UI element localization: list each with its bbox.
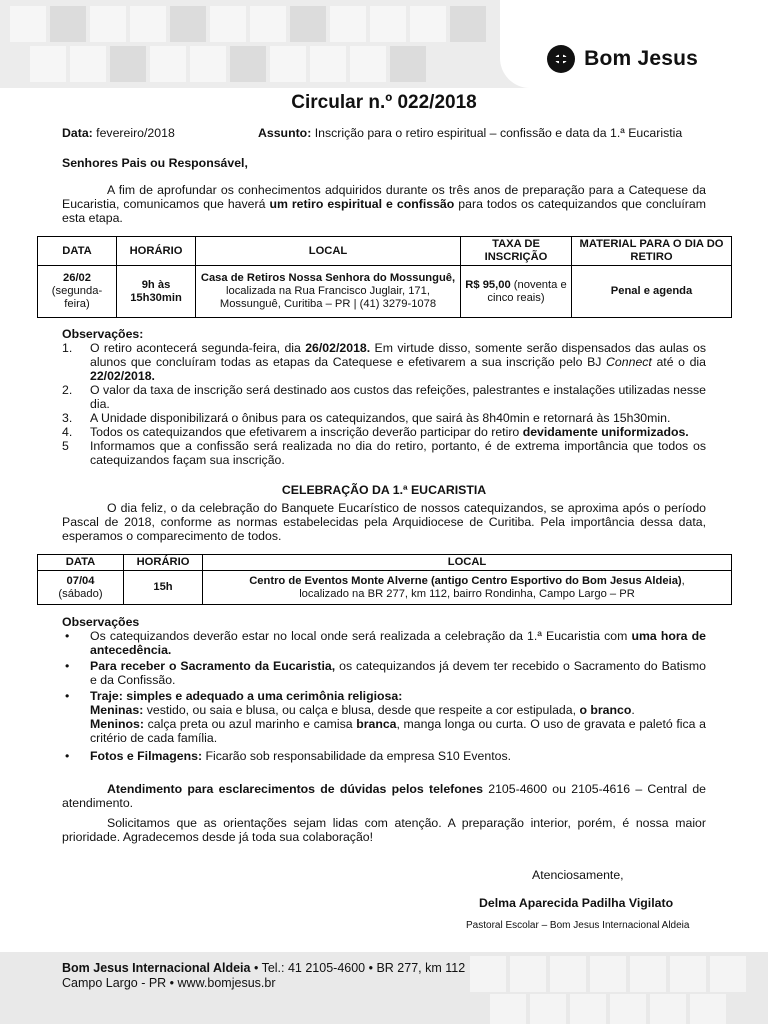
retreat-date: 26/02 (63, 272, 91, 284)
eucharist-observations-list (62, 629, 706, 763)
list-item (62, 629, 706, 657)
col-material: MATERIAL PARA O DIA DO RETIRO (572, 237, 732, 266)
page-title: Circular n.º 022/2018 (291, 92, 477, 113)
retreat-fee-cell (461, 266, 572, 318)
bullet-icon: • (65, 659, 70, 673)
list-bold: Traje: simples e adequado a uma cerimônia religiosa: (90, 689, 403, 703)
bullet-icon: • (65, 689, 70, 703)
date-line (62, 126, 175, 140)
contact-bold: Atendimento para esclarecimentos de dúvidas pelos telefones (107, 782, 483, 796)
list-item (62, 439, 706, 467)
list-bold: Meninos: (90, 717, 144, 731)
footer-contact: • Tel.: 41 2105-4600 • BR 277, km 112 (250, 961, 466, 975)
bullet-icon: • (65, 629, 70, 643)
observations-section (62, 327, 706, 467)
regards: Atenciosamente, (532, 868, 624, 882)
subject-line (258, 126, 682, 140)
subject-value: Inscrição para o retiro espiritual – confissão e data da 1.ª Eucaristia (314, 126, 683, 140)
observations-heading: Observações: (62, 327, 144, 341)
list-text: calça preta ou azul marinho e camisa (143, 717, 357, 731)
eucharist-heading: CELEBRAÇÃO DA 1.ª EUCARISTIA (281, 483, 487, 497)
list-number: 3. (62, 411, 73, 425)
contact-paragraph (62, 782, 706, 810)
closing-paragraph: Solicitamos que as orientações sejam lidas com atenção. A preparação interior, porém, é nossa maior prioridade. Agradecemos desde já toda sua colaboração! (62, 816, 706, 844)
retreat-material: Penal e agenda (572, 266, 732, 318)
intro-paragraph (62, 183, 706, 225)
list-bold: devidamente uniformizados. (522, 425, 689, 439)
intro-text-1: A fim de aprofundar os conhecimentos adquiridos durante os três anos de preparação para a Catequese da Eucaristia, comunicamos que haverá (62, 183, 706, 211)
eucharist-date: 07/04 (66, 574, 95, 587)
bom-jesus-logo-icon (546, 44, 576, 74)
observations-list (62, 341, 706, 467)
list-text: os catequizandos já devem ter recebido o Sacramento do Batismo e da Confissão. (90, 659, 706, 687)
retreat-weekday: (segunda-feira) (51, 285, 103, 310)
list-bold: 26/02/2018. (305, 341, 371, 355)
retreat-date-cell (38, 266, 117, 318)
list-item (62, 411, 706, 425)
brand-logo (546, 44, 698, 74)
col-date: DATA (38, 237, 117, 266)
intro-bold: um retiro espiritual e confissão (269, 197, 455, 211)
retreat-location-cell (196, 266, 461, 318)
list-text: Todos os catequizandos que efetivarem a inscrição deverão participar do retiro (90, 425, 523, 439)
list-bold: o branco (579, 703, 632, 717)
list-item (62, 749, 706, 763)
contact-text: 2105-4600 ou 2105-4616 – Central de atendimento. (62, 782, 706, 810)
eucharist-table-header (38, 555, 732, 571)
col-date: DATA (38, 555, 124, 571)
bullet-icon: • (65, 749, 70, 763)
retreat-fee-words: (noventa e cinco reais) (487, 278, 567, 304)
eucharist-observations (62, 615, 706, 763)
date-label: Data: (62, 126, 93, 140)
signer-role: Pastoral Escolar – Bom Jesus Internacional Aldeia (466, 920, 690, 931)
list-number: 1. (62, 341, 73, 355)
list-bold: Para receber o Sacramento da Eucaristia, (90, 659, 336, 673)
brand-name: Bom Jesus (584, 47, 698, 70)
retreat-table-header (38, 237, 732, 266)
retreat-time: 9h às 15h30min (117, 266, 196, 318)
list-number: 5 (62, 439, 69, 453)
col-location: LOCAL (196, 237, 461, 266)
list-text: O valor da taxa de inscrição será destinado aos custos das refeições, palestrantes e instalações utilizadas nesse dia. (90, 383, 706, 411)
intro-text-2: para todos os catequizandos que concluíram esta etapa. (62, 197, 706, 225)
eucharist-observations-heading: Observações (62, 615, 140, 629)
list-text: Ficarão sob responsabilidade da empresa S10 Eventos. (202, 749, 512, 763)
retreat-table-row (38, 266, 732, 318)
eucharist-location-name: Centro de Eventos Monte Alverne (antigo Centro Esportivo do Bom Jesus Aldeia) (249, 574, 682, 587)
list-item (62, 383, 706, 411)
footer-address: Campo Largo - PR • www.bomjesus.br (62, 976, 276, 990)
footer-org: Bom Jesus Internacional Aldeia (62, 961, 251, 975)
eucharist-table (37, 554, 732, 605)
signer-name: Delma Aparecida Padilha Vigilato (479, 896, 674, 910)
retreat-table (37, 236, 732, 318)
greeting: Senhores Pais ou Responsável, (62, 156, 248, 170)
list-item (62, 659, 706, 687)
retreat-location-name: Casa de Retiros Nossa Senhora do Mossunguê, (200, 272, 456, 284)
list-text: até o dia (651, 355, 706, 369)
footer-info (62, 961, 465, 991)
list-text: vestido, ou saia e blusa, ou calça e blusa, desde que respeite a cor estipulada, (143, 703, 580, 717)
list-text: A Unidade disponibilizará o ônibus para os catequizandos, que sairá às 8h40min e retornará às 15h30min. (90, 411, 671, 425)
list-number: 4. (62, 425, 73, 439)
col-location: LOCAL (203, 555, 732, 571)
list-item (62, 425, 706, 439)
list-text: Em virtude disso, somente serão dispensados das aulas os alunos que concluíram todas as etapas da Catequese e efetivarem a sua inscrição pelo BJ (90, 341, 706, 369)
list-text: O retiro acontecerá segunda-feira, dia (90, 341, 306, 355)
list-number: 2. (62, 383, 73, 397)
eucharist-paragraph: O dia feliz, o da celebração do Banquete Eucarístico de nossos catequizandos, se aproxima após o período Pascal de 2018, conforme as normas estabelecidas pela Arquidiocese de Curitiba. Pela importância dessa data, esperamos o comparecimento de todos. (62, 501, 706, 543)
list-item (62, 341, 706, 383)
list-italic: Connect (606, 355, 652, 369)
eucharist-location-cell: Centro de Eventos Monte Alverne (antigo Centro Esportivo do Bom Jesus Aldeia), localizado na BR 277, km 112, bairro Rondinha, Campo Largo – PR (203, 571, 732, 605)
list-text: Os catequizandos deverão estar no local onde será realizada a celebração da 1.ª Eucaristia com (90, 629, 632, 643)
list-bold: 22/02/2018. (90, 369, 155, 383)
col-time: HORÁRIO (117, 237, 196, 266)
retreat-fee-amount: R$ 95,00 (465, 278, 511, 291)
list-text: Informamos que a confissão será realizada no dia do retiro, portanto, é de extrema importância que todos os catequizandos façam sua inscrição. (90, 439, 706, 467)
list-bold: Fotos e Filmagens: (90, 749, 203, 763)
list-bold: uma hora de antecedência. (90, 629, 706, 657)
col-time: HORÁRIO (124, 555, 203, 571)
list-bold: Meninas: (90, 703, 144, 717)
col-fee: TAXA DE INSCRIÇÃO (461, 237, 572, 266)
eucharist-table-row (38, 571, 732, 605)
date-value: fevereiro/2018 (96, 126, 175, 140)
eucharist-weekday: (sábado) (58, 587, 103, 600)
subject-label: Assunto: (258, 126, 312, 140)
retreat-location-address: localizada na Rua Francisco Juglair, 171, Mossunguê, Curitiba – PR | (41) 3279-1078 (219, 285, 437, 310)
eucharist-location-address: localizado na BR 277, km 112, bairro Rondinha, Campo Largo – PR (299, 587, 635, 600)
list-item: • Traje: simples e adequado a uma cerimônia religiosa: Meninas: vestido, ou saia e blusa, ou calça e blusa, desde que respeite a cor estipulada, o branco. Meninos: calça preta ou azul marinho e camisa branca, manga longa ou curta. O uso de gravata e paletó fica a critério de cada família. (65, 689, 706, 745)
list-text: , manga longa ou curta. O uso de gravata e paletó fica a critério de cada família. (90, 717, 706, 745)
eucharist-time: 15h (124, 571, 203, 605)
eucharist-date-cell (38, 571, 124, 605)
list-bold: branca (356, 717, 397, 731)
